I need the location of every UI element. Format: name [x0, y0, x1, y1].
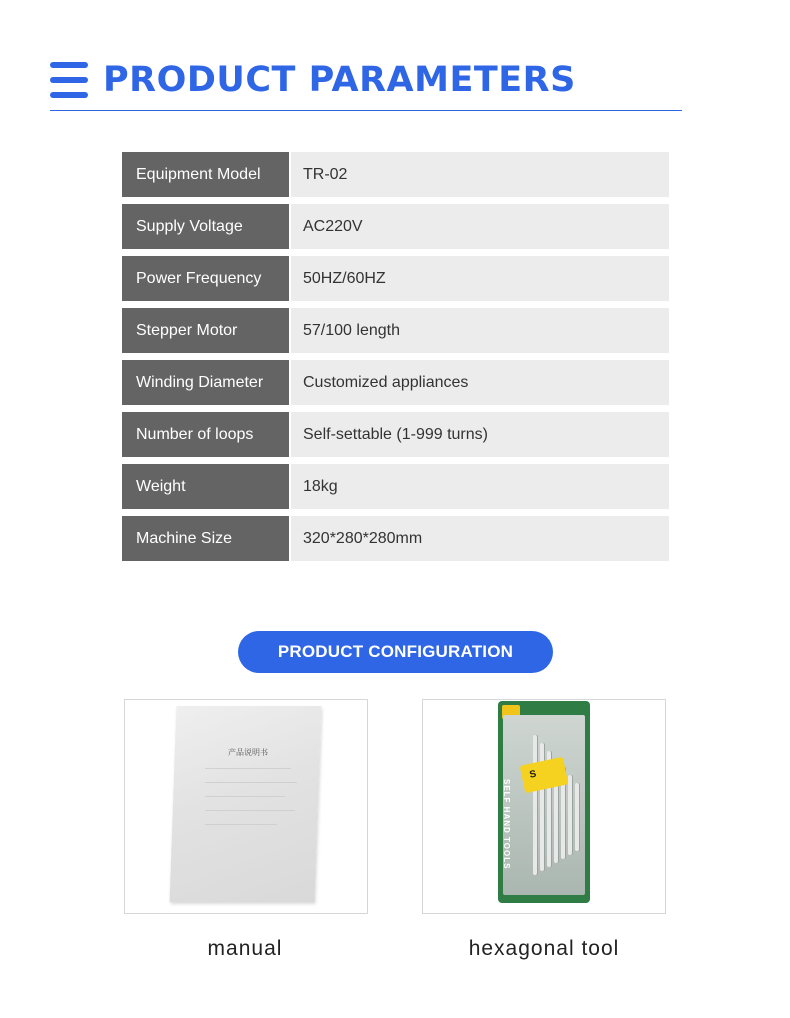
param-label: Machine Size — [122, 516, 289, 561]
param-value: Customized appliances — [289, 360, 669, 405]
param-value: Self-settable (1-999 turns) — [289, 412, 669, 457]
hexagonal-tool-caption: hexagonal tool — [468, 937, 620, 960]
page-title: PRODUCT PARAMETERS — [103, 60, 576, 100]
section-header — [50, 58, 682, 111]
param-label: Supply Voltage — [122, 204, 289, 249]
param-label: Number of loops — [122, 412, 289, 457]
table-row — [122, 256, 669, 301]
param-label: Winding Diameter — [122, 360, 289, 405]
tool-package — [498, 701, 590, 903]
param-value: 50HZ/60HZ — [289, 256, 669, 301]
table-row — [122, 464, 669, 509]
param-value: AC220V — [289, 204, 669, 249]
tool-package-text: SELF HAND TOOLS — [502, 779, 511, 870]
parameters-table — [122, 152, 669, 568]
param-label: Equipment Model — [122, 152, 289, 197]
param-value: 57/100 length — [289, 308, 669, 353]
param-value: TR-02 — [289, 152, 669, 197]
table-row — [122, 516, 669, 561]
param-label: Power Frequency — [122, 256, 289, 301]
param-label: Weight — [122, 464, 289, 509]
table-row — [122, 412, 669, 457]
table-row — [122, 152, 669, 197]
param-value: 320*280*280mm — [289, 516, 669, 561]
manual-image — [124, 699, 368, 914]
manual-cover-title: 产品说明书 — [228, 748, 268, 757]
hexagonal-tool-image — [422, 699, 666, 914]
menu-icon — [50, 62, 88, 100]
table-row — [122, 360, 669, 405]
manual-booklet — [170, 706, 322, 902]
table-row — [122, 308, 669, 353]
manual-caption: manual — [207, 937, 283, 960]
tool-holder-tag: S — [520, 757, 569, 794]
configuration-heading: PRODUCT CONFIGURATION — [238, 631, 553, 673]
param-label: Stepper Motor — [122, 308, 289, 353]
table-row — [122, 204, 669, 249]
param-value: 18kg — [289, 464, 669, 509]
